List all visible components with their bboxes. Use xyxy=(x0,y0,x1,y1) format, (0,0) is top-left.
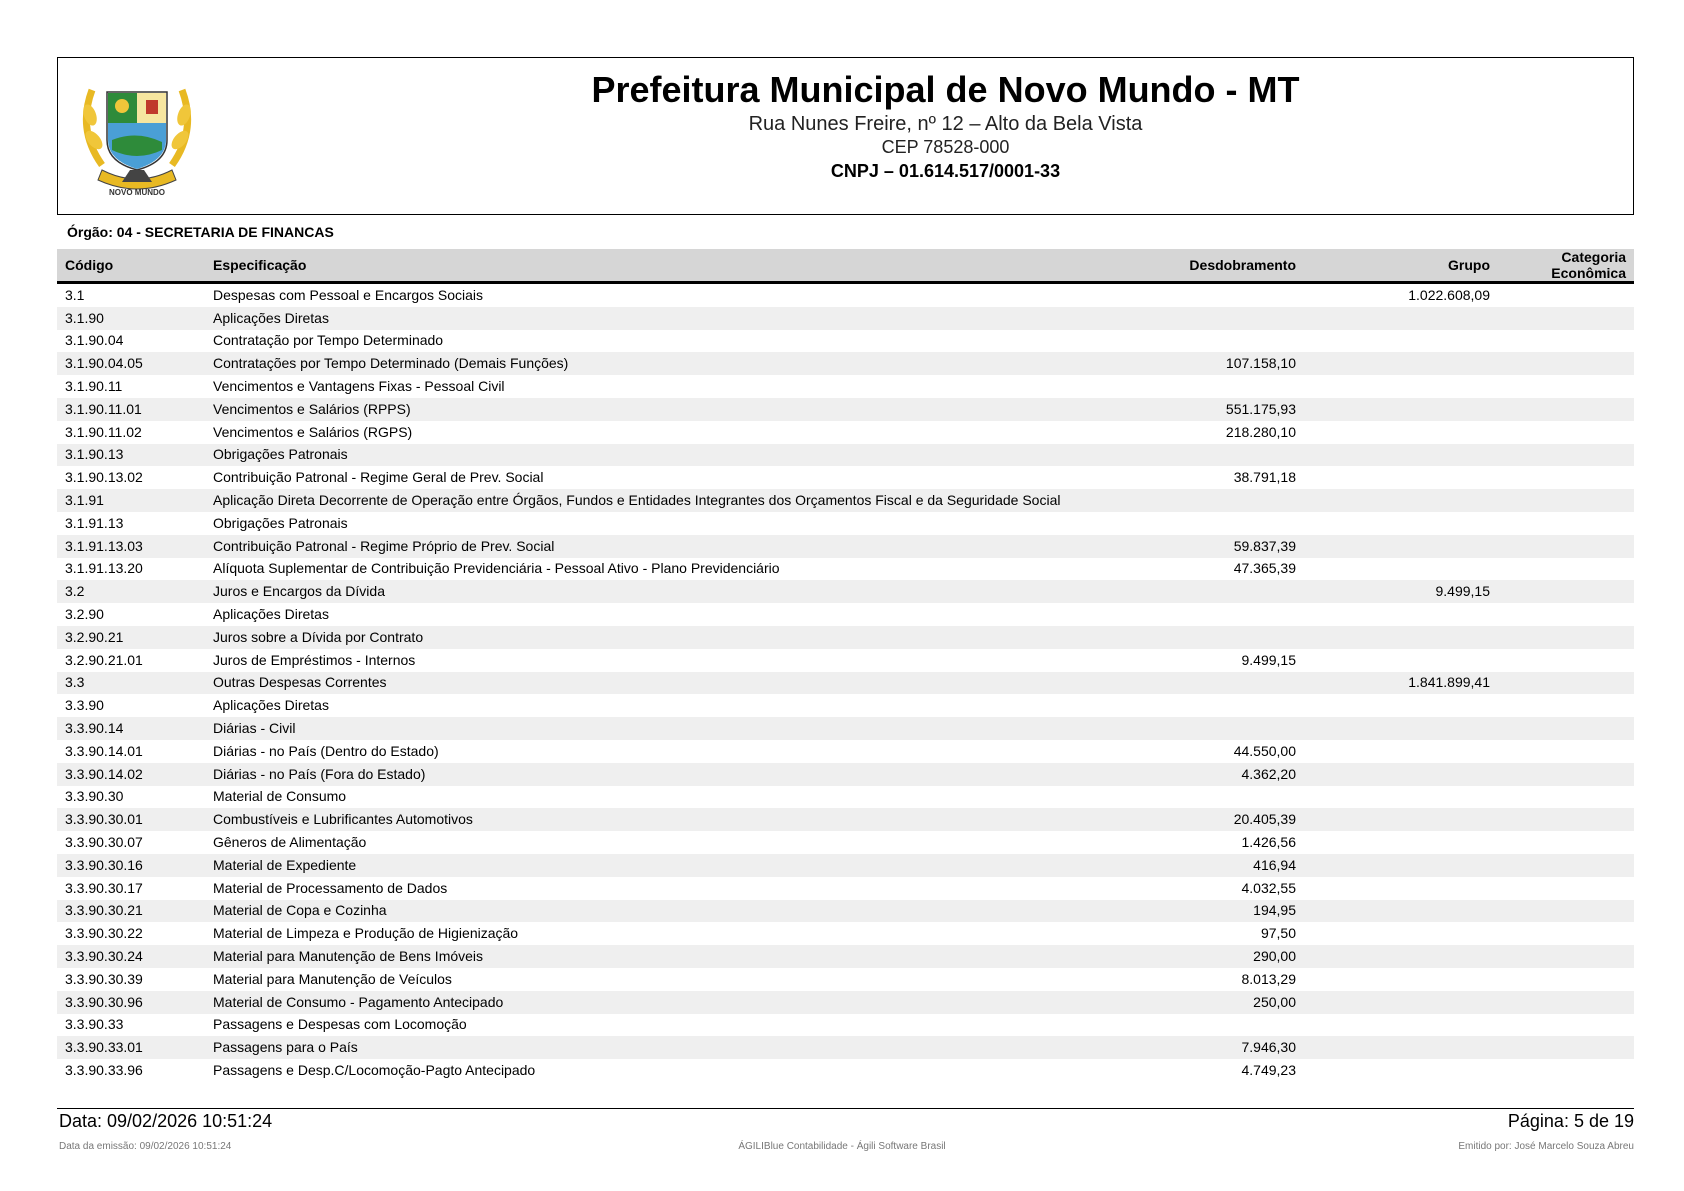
cell-grupo: 1.022.608,09 xyxy=(1304,283,1498,307)
cell-codigo: 3.1.90.04.05 xyxy=(57,352,205,375)
cell-especificacao: Contribuição Patronal - Regime Geral de Prev. Social xyxy=(205,466,1111,489)
cell-categoria-economica xyxy=(1498,1014,1634,1037)
table-row xyxy=(57,375,1634,398)
cell-categoria-economica xyxy=(1498,922,1634,945)
table-row xyxy=(57,922,1634,945)
cell-codigo: 3.3.90 xyxy=(57,694,205,717)
cell-especificacao: Contribuição Patronal - Regime Próprio de Prev. Social xyxy=(205,535,1111,558)
column-header-grupo: Grupo xyxy=(1304,249,1498,283)
cell-grupo xyxy=(1304,398,1498,421)
cell-codigo: 3.3.90.30 xyxy=(57,786,205,809)
cell-categoria-economica xyxy=(1498,352,1634,375)
cell-codigo: 3.1 xyxy=(57,283,205,307)
table-row xyxy=(57,489,1634,512)
cell-categoria-economica xyxy=(1498,535,1634,558)
cell-desdobramento xyxy=(1111,603,1304,626)
cell-categoria-economica xyxy=(1498,808,1634,831)
cell-desdobramento xyxy=(1111,283,1304,307)
cell-categoria-economica xyxy=(1498,444,1634,467)
cell-grupo xyxy=(1304,945,1498,968)
cell-especificacao: Material de Consumo - Pagamento Antecipado xyxy=(205,991,1111,1014)
cell-especificacao: Juros sobre a Dívida por Contrato xyxy=(205,626,1111,649)
cell-codigo: 3.3.90.30.24 xyxy=(57,945,205,968)
cell-categoria-economica xyxy=(1498,991,1634,1014)
table-row xyxy=(57,1014,1634,1037)
cell-desdobramento xyxy=(1111,489,1304,512)
cell-especificacao: Material para Manutenção de Veículos xyxy=(205,968,1111,991)
cell-desdobramento: 250,00 xyxy=(1111,991,1304,1014)
cell-categoria-economica xyxy=(1498,307,1634,330)
table-row xyxy=(57,283,1634,307)
cell-grupo xyxy=(1304,352,1498,375)
cell-categoria-economica xyxy=(1498,786,1634,809)
footer-issued-by: Emitido por: José Marcelo Souza Abreu xyxy=(1458,1141,1634,1152)
table-row xyxy=(57,968,1634,991)
cell-codigo: 3.2 xyxy=(57,580,205,603)
table-row xyxy=(57,558,1634,581)
cell-categoria-economica xyxy=(1498,649,1634,672)
table-row xyxy=(57,877,1634,900)
cell-especificacao: Vencimentos e Salários (RPPS) xyxy=(205,398,1111,421)
cell-desdobramento xyxy=(1111,786,1304,809)
table-row xyxy=(57,786,1634,809)
expense-table xyxy=(57,249,1634,1082)
cell-categoria-economica xyxy=(1498,512,1634,535)
cell-categoria-economica xyxy=(1498,283,1634,307)
cell-especificacao: Aplicações Diretas xyxy=(205,603,1111,626)
cell-desdobramento xyxy=(1111,580,1304,603)
page-title: Prefeitura Municipal de Novo Mundo - MT xyxy=(591,69,1300,110)
footer-emission-date: Data da emissão: 09/02/2026 10:51:24 xyxy=(59,1141,232,1152)
cell-grupo xyxy=(1304,786,1498,809)
cell-desdobramento: 107.158,10 xyxy=(1111,352,1304,375)
cell-categoria-economica xyxy=(1498,626,1634,649)
cell-grupo: 1.841.899,41 xyxy=(1304,672,1498,695)
cell-categoria-economica xyxy=(1498,945,1634,968)
table-row xyxy=(57,649,1634,672)
table-row xyxy=(57,626,1634,649)
cell-codigo: 3.1.90.13.02 xyxy=(57,466,205,489)
cell-desdobramento: 551.175,93 xyxy=(1111,398,1304,421)
cell-desdobramento xyxy=(1111,444,1304,467)
cell-especificacao: Contratações por Tempo Determinado (Demais Funções) xyxy=(205,352,1111,375)
cell-categoria-economica xyxy=(1498,854,1634,877)
table-row xyxy=(57,352,1634,375)
table-row xyxy=(57,991,1634,1014)
cell-especificacao: Material de Expediente xyxy=(205,854,1111,877)
footer-page-number: Página: 5 de 19 xyxy=(1507,1111,1634,1131)
cell-especificacao: Juros de Empréstimos - Internos xyxy=(205,649,1111,672)
column-header-desdobramento: Desdobramento xyxy=(1111,249,1304,283)
cell-grupo xyxy=(1304,1014,1498,1037)
header-cnpj: CNPJ – 01.614.517/0001-33 xyxy=(830,161,1061,181)
cell-categoria-economica xyxy=(1498,580,1634,603)
cell-grupo xyxy=(1304,489,1498,512)
cell-especificacao: Obrigações Patronais xyxy=(205,444,1111,467)
column-header-codigo: Código xyxy=(57,249,205,283)
cell-codigo: 3.3.90.33 xyxy=(57,1014,205,1037)
cell-especificacao: Gêneros de Alimentação xyxy=(205,831,1111,854)
cell-codigo: 3.3 xyxy=(57,672,205,695)
cell-grupo: 9.499,15 xyxy=(1304,580,1498,603)
cell-codigo: 3.3.90.30.16 xyxy=(57,854,205,877)
cell-grupo xyxy=(1304,535,1498,558)
cell-especificacao: Contratação por Tempo Determinado xyxy=(205,330,1111,353)
table-row xyxy=(57,535,1634,558)
cell-categoria-economica xyxy=(1498,717,1634,740)
cell-especificacao: Material de Limpeza e Produção de Higienização xyxy=(205,922,1111,945)
cell-especificacao: Diárias - no País (Dentro do Estado) xyxy=(205,740,1111,763)
table-row xyxy=(57,580,1634,603)
footer-divider xyxy=(57,1108,1634,1109)
cell-grupo xyxy=(1304,1059,1498,1082)
cell-codigo: 3.3.90.30.96 xyxy=(57,991,205,1014)
cell-especificacao: Material para Manutenção de Bens Imóveis xyxy=(205,945,1111,968)
cell-desdobramento: 7.946,30 xyxy=(1111,1036,1304,1059)
cell-desdobramento: 416,94 xyxy=(1111,854,1304,877)
cell-codigo: 3.1.91.13 xyxy=(57,512,205,535)
orgao-label: Órgão: 04 - SECRETARIA DE FINANCAS xyxy=(67,224,334,240)
cell-codigo: 3.2.90.21.01 xyxy=(57,649,205,672)
cell-codigo: 3.3.90.33.96 xyxy=(57,1059,205,1082)
cell-especificacao: Aplicação Direta Decorrente de Operação entre Órgãos, Fundos e Entidades Integrantes dos Orçamentos Fiscal e da Seguridade Social xyxy=(205,489,1111,512)
cell-desdobramento xyxy=(1111,307,1304,330)
cell-desdobramento xyxy=(1111,672,1304,695)
cell-codigo: 3.1.90 xyxy=(57,307,205,330)
cell-codigo: 3.1.90.11 xyxy=(57,375,205,398)
cell-codigo: 3.3.90.14.01 xyxy=(57,740,205,763)
cell-desdobramento: 4.032,55 xyxy=(1111,877,1304,900)
cell-especificacao: Passagens e Despesas com Locomoção xyxy=(205,1014,1111,1037)
cell-grupo xyxy=(1304,854,1498,877)
cell-desdobramento xyxy=(1111,626,1304,649)
cell-especificacao: Material de Processamento de Dados xyxy=(205,877,1111,900)
cell-desdobramento: 20.405,39 xyxy=(1111,808,1304,831)
cell-grupo xyxy=(1304,740,1498,763)
cell-desdobramento: 8.013,29 xyxy=(1111,968,1304,991)
cell-especificacao: Aplicações Diretas xyxy=(205,307,1111,330)
cell-codigo: 3.3.90.33.01 xyxy=(57,1036,205,1059)
cell-desdobramento: 97,50 xyxy=(1111,922,1304,945)
cell-grupo xyxy=(1304,603,1498,626)
cell-grupo xyxy=(1304,466,1498,489)
cell-categoria-economica xyxy=(1498,1036,1634,1059)
cell-codigo: 3.3.90.30.17 xyxy=(57,877,205,900)
table-row xyxy=(57,444,1634,467)
cell-desdobramento: 9.499,15 xyxy=(1111,649,1304,672)
cell-categoria-economica xyxy=(1498,877,1634,900)
cell-desdobramento: 290,00 xyxy=(1111,945,1304,968)
cell-categoria-economica xyxy=(1498,489,1634,512)
cell-grupo xyxy=(1304,922,1498,945)
table-header-row xyxy=(57,249,1634,283)
cell-categoria-economica xyxy=(1498,672,1634,695)
cell-categoria-economica xyxy=(1498,330,1634,353)
cell-categoria-economica xyxy=(1498,558,1634,581)
table-row xyxy=(57,512,1634,535)
cell-especificacao: Passagens para o País xyxy=(205,1036,1111,1059)
table-row xyxy=(57,421,1634,444)
cell-desdobramento: 4.362,20 xyxy=(1111,763,1304,786)
cell-codigo: 3.2.90.21 xyxy=(57,626,205,649)
cell-codigo: 3.3.90.14 xyxy=(57,717,205,740)
cell-categoria-economica xyxy=(1498,375,1634,398)
table-row xyxy=(57,672,1634,695)
cell-categoria-economica xyxy=(1498,1059,1634,1082)
cell-grupo xyxy=(1304,558,1498,581)
cell-grupo xyxy=(1304,421,1498,444)
cell-desdobramento xyxy=(1111,694,1304,717)
cell-grupo xyxy=(1304,991,1498,1014)
table-row xyxy=(57,398,1634,421)
cell-especificacao: Alíquota Suplementar de Contribuição Previdenciária - Pessoal Ativo - Plano Previdenciário xyxy=(205,558,1111,581)
table-row xyxy=(57,694,1634,717)
cell-grupo xyxy=(1304,512,1498,535)
header-cep: CEP 78528-000 xyxy=(881,137,1010,157)
municipal-coat-of-arms-logo xyxy=(72,70,202,202)
cell-grupo xyxy=(1304,626,1498,649)
cell-categoria-economica xyxy=(1498,398,1634,421)
cell-codigo: 3.1.90.13 xyxy=(57,444,205,467)
cell-codigo: 3.3.90.30.21 xyxy=(57,900,205,923)
cell-grupo xyxy=(1304,649,1498,672)
cell-desdobramento xyxy=(1111,717,1304,740)
cell-desdobramento: 44.550,00 xyxy=(1111,740,1304,763)
cell-codigo: 3.1.91 xyxy=(57,489,205,512)
cell-especificacao: Material de Copa e Cozinha xyxy=(205,900,1111,923)
cell-desdobramento: 218.280,10 xyxy=(1111,421,1304,444)
cell-grupo xyxy=(1304,1036,1498,1059)
cell-categoria-economica xyxy=(1498,831,1634,854)
table-row xyxy=(57,307,1634,330)
report-header xyxy=(57,57,1634,215)
table-row xyxy=(57,900,1634,923)
cell-grupo xyxy=(1304,763,1498,786)
column-header-categoria-economica: Categoria Econômica xyxy=(1498,249,1634,283)
column-header-especificacao: Especificação xyxy=(205,249,1111,283)
cell-categoria-economica xyxy=(1498,694,1634,717)
cell-codigo: 3.3.90.30.01 xyxy=(57,808,205,831)
cell-codigo: 3.3.90.30.39 xyxy=(57,968,205,991)
table-row xyxy=(57,1059,1634,1082)
cell-desdobramento: 59.837,39 xyxy=(1111,535,1304,558)
cell-categoria-economica xyxy=(1498,421,1634,444)
cell-especificacao: Outras Despesas Correntes xyxy=(205,672,1111,695)
table-row xyxy=(57,831,1634,854)
cell-grupo xyxy=(1304,694,1498,717)
cell-desdobramento: 194,95 xyxy=(1111,900,1304,923)
cell-especificacao: Material de Consumo xyxy=(205,786,1111,809)
table-row xyxy=(57,1036,1634,1059)
cell-grupo xyxy=(1304,968,1498,991)
cell-especificacao: Diárias - no País (Fora do Estado) xyxy=(205,763,1111,786)
cell-especificacao: Vencimentos e Salários (RGPS) xyxy=(205,421,1111,444)
cell-desdobramento: 4.749,23 xyxy=(1111,1059,1304,1082)
logo-motto: NOVO MUNDO xyxy=(109,188,165,197)
cell-codigo: 3.1.90.04 xyxy=(57,330,205,353)
cell-especificacao: Despesas com Pessoal e Encargos Sociais xyxy=(205,283,1111,307)
cell-especificacao: Vencimentos e Vantagens Fixas - Pessoal Civil xyxy=(205,375,1111,398)
cell-desdobramento xyxy=(1111,330,1304,353)
table-row xyxy=(57,603,1634,626)
cell-grupo xyxy=(1304,307,1498,330)
cell-grupo xyxy=(1304,808,1498,831)
table-row xyxy=(57,945,1634,968)
cell-grupo xyxy=(1304,717,1498,740)
cell-codigo: 3.3.90.14.02 xyxy=(57,763,205,786)
table-row xyxy=(57,330,1634,353)
cell-desdobramento: 38.791,18 xyxy=(1111,466,1304,489)
cell-especificacao: Diárias - Civil xyxy=(205,717,1111,740)
cell-codigo: 3.1.91.13.20 xyxy=(57,558,205,581)
cell-grupo xyxy=(1304,831,1498,854)
cell-grupo xyxy=(1304,375,1498,398)
cell-codigo: 3.3.90.30.22 xyxy=(57,922,205,945)
table-row xyxy=(57,740,1634,763)
footer-software: ÁGILIBlue Contabilidade - Ágili Software Brasil xyxy=(738,1141,946,1152)
cell-especificacao: Passagens e Desp.C/Locomoção-Pagto Antecipado xyxy=(205,1059,1111,1082)
cell-desdobramento: 47.365,39 xyxy=(1111,558,1304,581)
table-row xyxy=(57,808,1634,831)
cell-categoria-economica xyxy=(1498,900,1634,923)
cell-categoria-economica xyxy=(1498,466,1634,489)
header-address: Rua Nunes Freire, nº 12 – Alto da Bela Vista xyxy=(748,113,1143,135)
cell-desdobramento xyxy=(1111,1014,1304,1037)
cell-especificacao: Combustíveis e Lubrificantes Automotivos xyxy=(205,808,1111,831)
cell-categoria-economica xyxy=(1498,968,1634,991)
cell-especificacao: Aplicações Diretas xyxy=(205,694,1111,717)
cell-categoria-economica xyxy=(1498,740,1634,763)
cell-desdobramento xyxy=(1111,512,1304,535)
cell-codigo: 3.1.91.13.03 xyxy=(57,535,205,558)
cell-especificacao: Obrigações Patronais xyxy=(205,512,1111,535)
cell-especificacao: Juros e Encargos da Dívida xyxy=(205,580,1111,603)
cell-categoria-economica xyxy=(1498,603,1634,626)
cell-grupo xyxy=(1304,330,1498,353)
cell-grupo xyxy=(1304,444,1498,467)
table-row xyxy=(57,466,1634,489)
cell-desdobramento xyxy=(1111,375,1304,398)
cell-desdobramento: 1.426,56 xyxy=(1111,831,1304,854)
table-row xyxy=(57,717,1634,740)
footer-date: Data: 09/02/2026 10:51:24 xyxy=(59,1111,273,1131)
cell-codigo: 3.3.90.30.07 xyxy=(57,831,205,854)
table-row xyxy=(57,763,1634,786)
cell-codigo: 3.1.90.11.02 xyxy=(57,421,205,444)
cell-categoria-economica xyxy=(1498,763,1634,786)
cell-grupo xyxy=(1304,877,1498,900)
cell-codigo: 3.2.90 xyxy=(57,603,205,626)
cell-codigo: 3.1.90.11.01 xyxy=(57,398,205,421)
table-row xyxy=(57,854,1634,877)
cell-grupo xyxy=(1304,900,1498,923)
